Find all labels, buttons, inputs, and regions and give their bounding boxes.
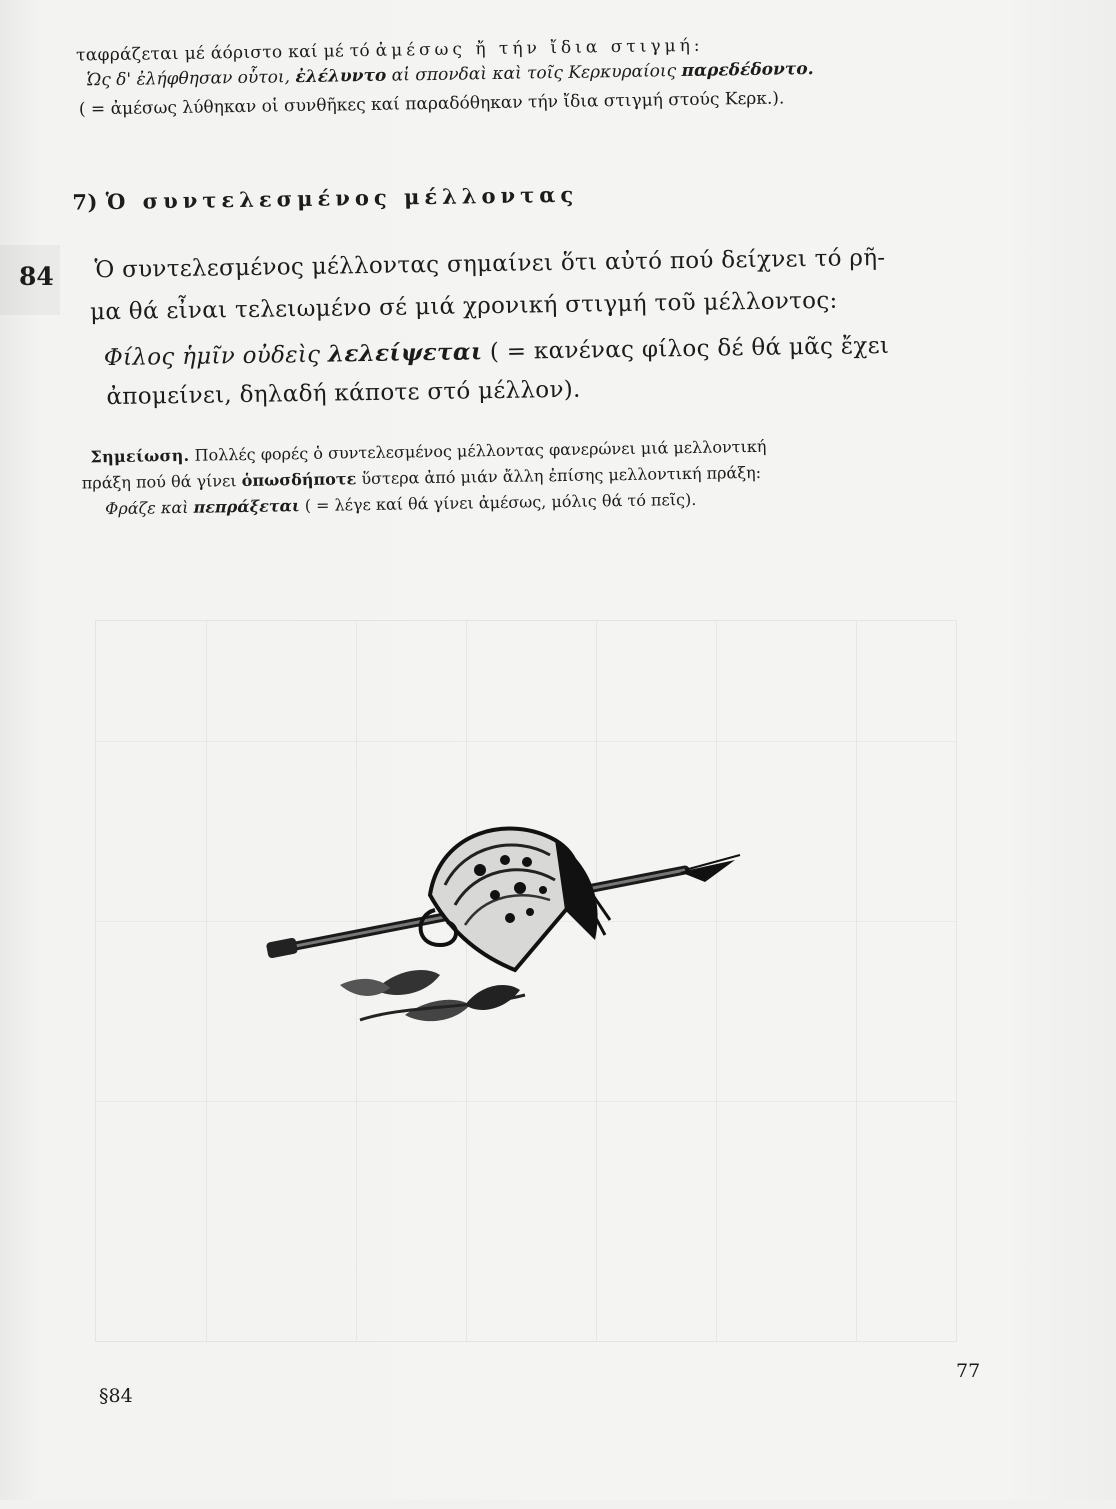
- note-label: Σημείωση.: [90, 445, 190, 467]
- section-number: 7): [72, 189, 106, 215]
- page-number: 77: [956, 1360, 981, 1382]
- section-heading: [72, 182, 578, 215]
- note-example-italic: Φράζε καὶ: [105, 497, 194, 519]
- section-reference: §84: [99, 1385, 133, 1407]
- helmet-and-spear-vignette-icon: [265, 800, 745, 1040]
- note-line-1: [90, 437, 766, 467]
- note-line-2-rest: ὕστερα ἀπό μιάν ἄλλη ἐπίσης μελλοντική πράξη:: [356, 462, 762, 489]
- note-line-1-text: Πολλές φορές ὁ συντελεσμένος μέλλοντας φανερώνει μιά μελλοντική: [189, 436, 767, 465]
- intro-line-1-spaced: ἀμέσως ἤ τήν ἴδια στιγμή:: [375, 35, 704, 61]
- note-line-2-lead: πράξη πού θά γίνει: [81, 471, 242, 493]
- body-example: [104, 332, 890, 371]
- body-example-translation: ( = κανένας φίλος δέ θά μᾶς ἔχει: [482, 332, 890, 366]
- note-example-translation: ( = λέγε καί θά γίνει ἀμέσως, μόλις θά τό πεῖς).: [299, 489, 697, 516]
- body-example-verb: λελείψεται: [327, 338, 483, 368]
- intro-example-verb-1: ἐλέλυντο: [295, 65, 387, 88]
- intro-example-verb-2: παρεδέδοντο.: [681, 58, 814, 82]
- paragraph-marker: 84: [19, 262, 54, 291]
- note-example: [105, 490, 696, 518]
- note-line-2: [82, 463, 762, 493]
- body-line-1: Ὁ συντελεσμένος μέλλοντας σημαίνει ὅτι αὐτό πού δείχνει τό ρῆ-: [94, 244, 886, 284]
- note-example-verb: πεπράξεται: [193, 496, 300, 517]
- body-example-italic: Φίλος ἡμῖν οὐδεὶς: [103, 341, 329, 372]
- section-title: Ὁ συντελεσμένος μέλλοντας: [105, 181, 579, 215]
- note-emphasis: ὁπωσδήποτε: [241, 469, 357, 491]
- intro-example-mid: αἱ σπονδαὶ καὶ τοῖς Κερκυραίοις: [386, 61, 682, 86]
- body-line-2: μα θά εἶναι τελειωμένο σέ μιά χρονική στιγμή τοῦ μέλλοντος:: [89, 287, 838, 326]
- intro-line-1-lead: ταφράζεται μέ άόριστο καί μέ τό: [75, 40, 376, 66]
- intro-line-1: [76, 36, 704, 66]
- intro-translation: ( = ἀμέσως λύθηκαν οἱ συνθῆκες καί παραδόθηκαν τήν ἴδια στιγμή στούς Κερκ.).: [78, 88, 785, 120]
- intro-example-plain: Ὡς δ' ἐλήφθησαν οὗτοι,: [86, 67, 296, 91]
- body-line-4: ἀπομείνει, δηλαδή κάποτε στό μέλλον).: [106, 376, 581, 411]
